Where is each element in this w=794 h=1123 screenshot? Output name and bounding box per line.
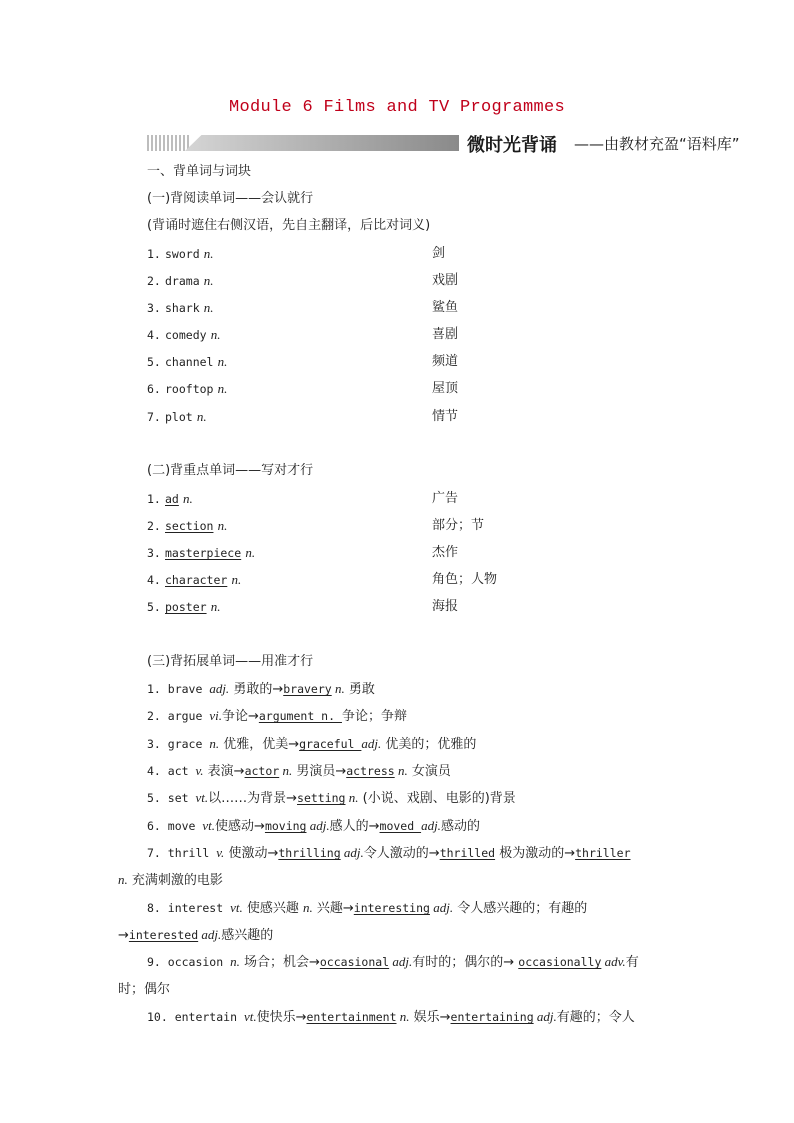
item-text: 使激动→ <box>224 846 279 861</box>
item-num: 2. <box>147 519 161 533</box>
item-answer: setting <box>297 791 346 805</box>
list-item <box>147 954 639 971</box>
item-answer: entertainment <box>306 1010 397 1024</box>
item-pos: vt. <box>195 790 209 805</box>
item-pos: adj. <box>533 1009 557 1024</box>
item-answer: graceful <box>299 737 362 751</box>
item-answer: masterpiece <box>165 546 242 560</box>
item-text: 极为激动的→ <box>495 846 576 861</box>
item-text: 使感动→ <box>215 819 265 834</box>
item-pos: v. <box>216 845 225 860</box>
list-item <box>147 273 214 290</box>
part1-note: (背诵时遮住右侧汉语，先自主翻译，后比对词义) <box>147 218 431 233</box>
banner-bar <box>185 135 459 151</box>
item-num: 1. <box>147 492 161 506</box>
list-item <box>147 1009 635 1026</box>
item-answer: interesting <box>353 901 430 915</box>
item-meaning: 部分；节 <box>432 518 485 533</box>
list-item <box>147 681 375 698</box>
item-text: 争论；争辩 <box>341 709 407 724</box>
item-num: 5. <box>147 355 161 369</box>
item-text: 争论→ <box>221 709 259 724</box>
item-text: 感兴趣的 <box>221 928 274 943</box>
item-pos: n. <box>245 545 256 560</box>
item-text: 场合；机会→ <box>239 955 320 970</box>
item-text: 充满刺激的电影 <box>127 873 223 888</box>
item-num: 2. <box>147 274 161 288</box>
item-text: → <box>118 928 129 943</box>
item-pos: n. <box>303 900 313 915</box>
item-text: 令人感兴趣的；有趣的 <box>453 901 588 916</box>
item-text: 有时的；偶尔的→ <box>412 955 519 970</box>
item-pos: n. <box>203 273 214 288</box>
item-answer: poster <box>165 600 207 614</box>
item-text: 表演→ <box>203 764 245 779</box>
list-item <box>147 900 587 917</box>
list-item-continued <box>118 872 223 889</box>
item-text: 8. interest <box>147 901 231 915</box>
item-num: 7. <box>147 410 161 424</box>
item-pos: adv. <box>601 954 626 969</box>
item-text: 勇敢的→ <box>229 682 284 697</box>
list-item <box>147 845 631 862</box>
item-answer: interested <box>128 928 199 942</box>
item-pos: n. <box>210 599 221 614</box>
item-pos: adj. <box>389 954 413 969</box>
item-answer: character <box>165 573 228 587</box>
item-answer: argument n. <box>258 709 342 723</box>
item-pos: adj. <box>340 845 364 860</box>
item-text: 令人激动的→ <box>363 846 440 861</box>
item-text: 勇敢 <box>344 682 375 697</box>
item-word: sword <box>165 247 200 261</box>
part3-heading: (三)背拓展单词——用准才行 <box>147 654 314 669</box>
item-text: 4. act <box>147 764 196 778</box>
item-meaning: 戏剧 <box>432 273 459 288</box>
item-text: 娱乐→ <box>409 1010 451 1025</box>
list-item <box>147 736 476 753</box>
item-meaning: 鲨鱼 <box>432 300 459 315</box>
item-meaning: 情节 <box>432 409 459 424</box>
item-text: 2. argue <box>147 709 210 723</box>
item-text: 7. thrill <box>147 846 217 860</box>
list-item <box>147 708 407 725</box>
item-meaning: 频道 <box>432 354 459 369</box>
item-meaning: 喜剧 <box>432 327 459 342</box>
item-pos: n. <box>217 381 228 396</box>
item-pos: adj. <box>361 736 382 751</box>
item-pos: adj. <box>306 818 330 833</box>
item-pos: vi. <box>209 708 222 723</box>
item-pos: n. <box>118 872 128 887</box>
item-pos: vt. <box>230 900 243 915</box>
item-answer: thrilled <box>439 846 496 860</box>
item-word: rooftop <box>165 382 214 396</box>
list-item <box>147 518 227 535</box>
item-text: 优美的；优雅的 <box>381 737 477 752</box>
item-text: 时；偶尔 <box>118 982 171 997</box>
list-item <box>147 409 207 426</box>
banner-stripes <box>147 135 189 151</box>
item-num: 5. <box>147 600 161 614</box>
item-pos: n. <box>203 246 214 261</box>
item-text: 使快乐→ <box>256 1010 307 1025</box>
item-text: 有趣的；令人 <box>556 1010 635 1025</box>
item-pos: n. <box>217 354 228 369</box>
list-item <box>147 246 214 263</box>
item-answer: ad <box>165 492 179 506</box>
item-answer: bravery <box>283 682 332 696</box>
item-text: 5. set <box>147 791 196 805</box>
item-num: 4. <box>147 573 161 587</box>
page-title: Module 6 Films and TV Programmes <box>228 98 566 117</box>
item-text: 以……为背景→ <box>208 791 298 806</box>
item-word: plot <box>165 410 193 424</box>
item-text: 女演员 <box>407 764 451 779</box>
list-item <box>147 381 227 398</box>
item-answer: section <box>165 519 214 533</box>
item-text: 使感兴趣 <box>242 901 303 916</box>
item-pos: vt. <box>202 818 216 833</box>
item-pos: n. <box>183 491 193 506</box>
item-text: 6. move <box>147 819 203 833</box>
item-text: 10. entertain <box>147 1010 244 1024</box>
item-meaning: 广告 <box>432 491 459 506</box>
banner-subtitle: ——由教材充盈“语料库” <box>574 135 740 153</box>
item-answer: thriller <box>575 846 631 860</box>
item-word: drama <box>165 274 200 288</box>
item-pos: adj. <box>209 681 230 696</box>
item-pos: n. <box>210 327 221 342</box>
list-item-continued <box>118 927 273 944</box>
list-item <box>147 354 227 371</box>
item-pos: n. <box>331 681 345 696</box>
item-text: 男演员→ <box>292 764 347 779</box>
item-answer: moved <box>379 819 422 833</box>
item-num: 4. <box>147 328 161 342</box>
list-item <box>147 790 516 807</box>
item-num: 1. <box>147 247 161 261</box>
item-meaning: 海报 <box>432 599 459 614</box>
item-pos: adj. <box>421 818 441 833</box>
list-item <box>147 300 214 317</box>
item-pos: n. <box>394 763 408 778</box>
item-answer: thrilling <box>278 846 341 860</box>
list-item <box>147 545 255 562</box>
item-text: 9. occasion <box>147 955 231 969</box>
item-answer: occasionally <box>518 955 602 969</box>
item-pos: n. <box>209 736 220 751</box>
item-word: shark <box>165 301 200 315</box>
item-text: 优雅，优美→ <box>219 737 300 752</box>
item-num: 6. <box>147 382 161 396</box>
item-text: 1. brave <box>147 682 210 696</box>
item-meaning: 屋顶 <box>432 381 459 396</box>
item-num: 3. <box>147 301 161 315</box>
item-text: 有 <box>625 955 639 970</box>
banner-title: 微时光背诵 <box>467 135 557 156</box>
list-item <box>147 327 220 344</box>
item-text: 感动的 <box>440 819 480 834</box>
item-pos: vt. <box>243 1009 257 1024</box>
item-pos: n. <box>345 790 359 805</box>
item-pos: n. <box>203 300 214 315</box>
item-pos: adj. <box>429 900 454 915</box>
part2-heading: (二)背重点单词——写对才行 <box>147 463 314 478</box>
item-pos: n. <box>231 572 242 587</box>
list-item <box>147 572 241 589</box>
section-banner <box>147 131 740 157</box>
item-meaning: 剑 <box>432 246 446 261</box>
item-num: 3. <box>147 546 161 560</box>
item-pos: adj. <box>198 927 222 942</box>
item-text: 3. grace <box>147 737 210 751</box>
item-word: channel <box>165 355 214 369</box>
item-text: 兴趣→ <box>312 901 354 916</box>
item-pos: n. <box>196 409 207 424</box>
item-word: comedy <box>165 328 207 342</box>
part1-heading: (一)背阅读单词——会认就行 <box>147 191 314 206</box>
item-pos: n. <box>230 954 240 969</box>
item-answer: actress <box>346 764 395 778</box>
item-meaning: 角色；人物 <box>432 572 498 587</box>
list-item <box>147 599 220 616</box>
item-answer: entertaining <box>450 1010 534 1024</box>
item-pos: n. <box>279 763 293 778</box>
list-item <box>147 818 480 835</box>
list-item <box>147 491 193 508</box>
item-pos: v. <box>195 763 204 778</box>
item-pos: n. <box>217 518 228 533</box>
item-text: (小说、戏剧、电影的)背景 <box>358 791 516 806</box>
item-text: 感人的→ <box>329 819 380 834</box>
item-answer: occasional <box>319 955 390 969</box>
list-item-continued <box>118 982 170 998</box>
item-pos: n. <box>396 1009 410 1024</box>
item-meaning: 杰作 <box>432 545 459 560</box>
section-heading: 一、背单词与词块 <box>147 164 252 179</box>
list-item <box>147 763 451 780</box>
item-answer: moving <box>264 819 307 833</box>
item-answer: actor <box>244 764 280 778</box>
